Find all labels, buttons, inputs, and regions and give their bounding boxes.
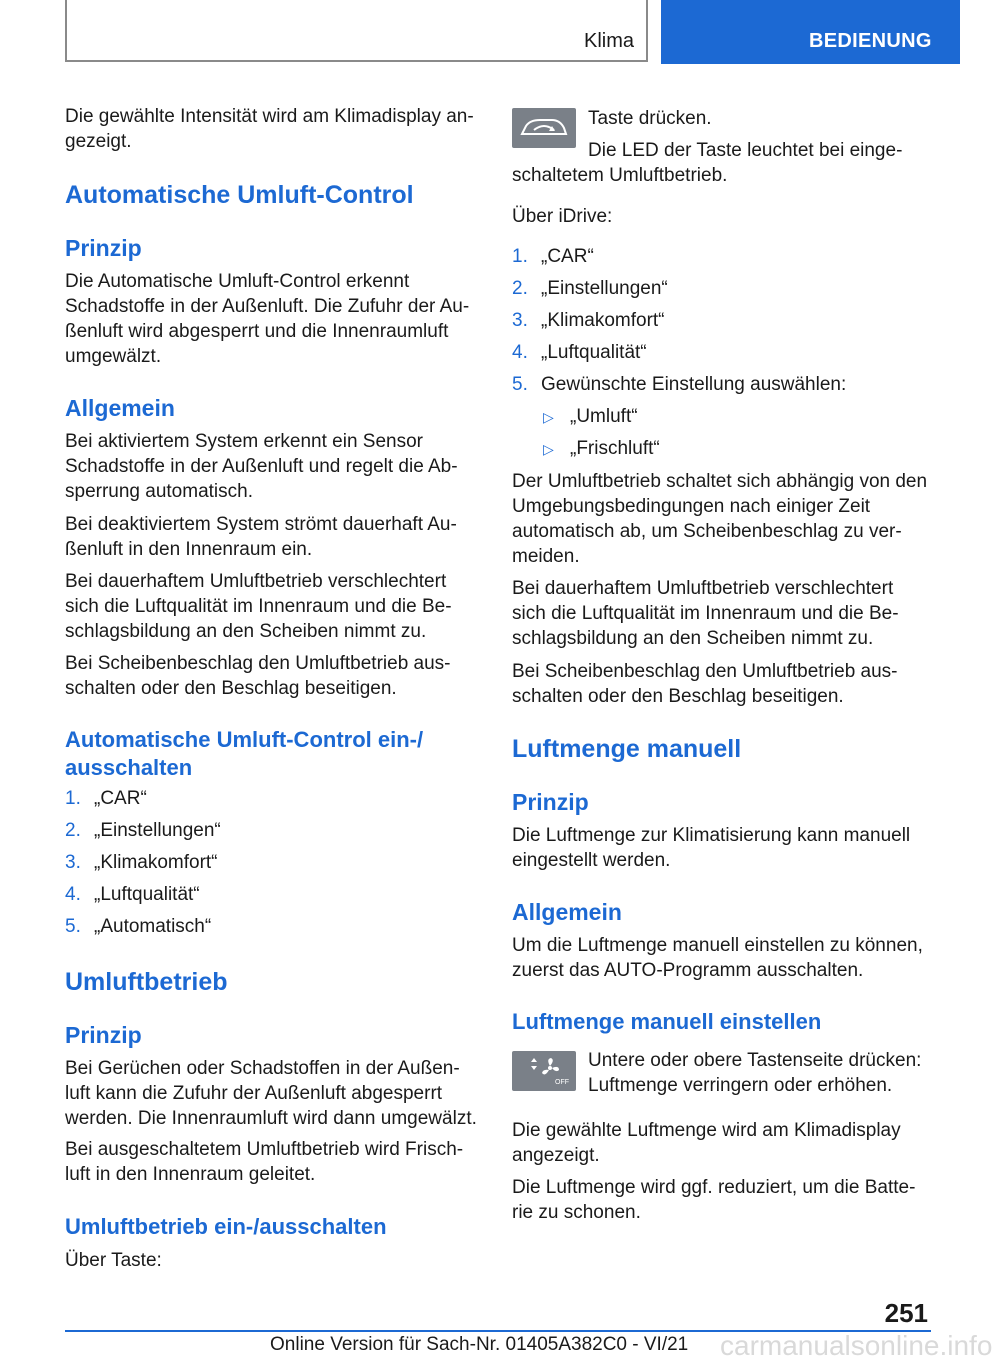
list-item xyxy=(65,882,481,914)
list-item xyxy=(512,340,930,372)
step-text: „Luftqualität“ xyxy=(94,884,200,905)
lm-set-heading: Luftmenge manuell einstellen xyxy=(512,1009,822,1034)
list-item xyxy=(512,372,930,404)
auc-allgemein-text-1: Bei aktiviertem System erkennt ein Sensor Schadstoffe in der Außenluft und regelt die Ab-sperrung automatisch. xyxy=(65,431,458,502)
header-section-tab xyxy=(65,0,648,62)
section-title: Klima xyxy=(583,30,634,52)
auc-allgemein-text-4: Bei Scheibenbeschlag den Umluftbetrieb aus-schalten oder den Beschlag beseitigen. xyxy=(65,653,451,699)
auc-allgemein-heading: Allgemein xyxy=(65,395,175,421)
lm-heading: Luftmenge manuell xyxy=(512,735,742,763)
auc-prinzip-text: Die Automatische Umluft-Control erkennt Schadstoffe in der Außenluft. Die Zufuhr der Au-ßenluft wird abgesperrt und die Innenraumluft umgewälzt. xyxy=(65,271,470,367)
list-item xyxy=(65,850,481,882)
idrive-steps-list xyxy=(512,244,930,468)
step-number: 4. xyxy=(65,884,81,905)
watermark: carmanualsonline.info xyxy=(720,1330,992,1361)
chapter-tab xyxy=(661,0,960,64)
air-quality-text: Bei dauerhaftem Umluftbetrieb verschlechtert sich die Luftqualität im Innenraum und die Be-schlagsbildung an den Scheiben nimmt zu. xyxy=(512,578,899,649)
step-text: „Automatisch“ xyxy=(94,916,212,937)
auc-onoff-heading: Automatische Umluft-Control ein-/ ausschalten xyxy=(65,727,424,780)
step-number: 2. xyxy=(65,820,81,841)
auc-allgemein-text-2: Bei deaktiviertem System strömt dauerhaft Au-ßenluft in den Innenraum ein. xyxy=(65,514,457,560)
ub-onoff-heading: Umluftbetrieb ein-/ausschalten xyxy=(65,1214,387,1239)
lm-prinzip-heading: Prinzip xyxy=(512,789,589,815)
chapter-title: BEDIENUNG xyxy=(809,30,932,52)
key1-text-2: Die LED der Taste leuchtet bei einge-schaltetem Umluftbetrieb. xyxy=(512,140,903,186)
page-number: 251 xyxy=(884,1298,928,1328)
ub-onoff-text: Über Taste: xyxy=(65,1250,162,1271)
step-text: „Einstellungen“ xyxy=(541,278,668,299)
step-number: 3. xyxy=(512,310,528,331)
bullet-triangle-icon: ▷ xyxy=(543,441,554,457)
lm-battery-text: Die Luftmenge wird ggf. reduziert, um die Batte-rie zu schonen. xyxy=(512,1177,916,1223)
step-text: Gewünschte Einstellung auswählen: xyxy=(541,374,847,395)
step-text: „Einstellungen“ xyxy=(94,820,221,841)
auc-steps-list xyxy=(65,786,481,946)
ub-prinzip-text-2: Bei ausgeschaltetem Umluftbetrieb wird Frisch-luft in den Innenraum geleitet. xyxy=(65,1139,464,1185)
step-text: „Klimakomfort“ xyxy=(94,852,218,873)
ub-heading: Umluftbetrieb xyxy=(65,968,228,996)
key2-text: Untere oder obere Tastenseite drücken: Luftmenge verringern oder erhöhen. xyxy=(588,1050,922,1096)
step-number: 2. xyxy=(512,278,528,299)
list-item xyxy=(65,914,481,946)
ub-prinzip-heading: Prinzip xyxy=(65,1022,142,1048)
lm-display-text: Die gewählte Luftmenge wird am Klimadisplay angezeigt. xyxy=(512,1120,901,1166)
lm-prinzip-text: Die Luftmenge zur Klimatisierung kann manuell eingestellt werden. xyxy=(512,825,911,871)
fan-off-label: OFF xyxy=(555,1079,569,1086)
list-item xyxy=(512,436,930,468)
lm-allgemein-text: Um die Luftmenge manuell einstellen zu können, zuerst das AUTO-Programm ausschalten. xyxy=(512,935,923,981)
step-number: 5. xyxy=(512,374,528,395)
step-number: 4. xyxy=(512,342,528,363)
step-number: 3. xyxy=(65,852,81,873)
footer-online-version: Online Version für Sach-Nr. 01405A382C0 - VI/21 xyxy=(270,1334,689,1355)
auc-prinzip-heading: Prinzip xyxy=(65,235,142,261)
ub-prinzip-text-1: Bei Gerüchen oder Schadstoffen in der Außen-luft kann die Zufuhr der Außenluft abgesperrt werden. Die Innenraumluft wird dann umgewälzt. xyxy=(65,1058,477,1129)
step-text: „CAR“ xyxy=(94,788,147,809)
step-text: „Klimakomfort“ xyxy=(541,310,665,331)
list-item xyxy=(65,818,481,850)
list-item xyxy=(512,308,930,340)
bullet-triangle-icon: ▷ xyxy=(543,409,554,425)
list-item xyxy=(65,786,481,818)
list-item xyxy=(512,276,930,308)
step-number: 1. xyxy=(65,788,81,809)
step-text: „Luftqualität“ xyxy=(541,342,647,363)
fogging-text: Bei Scheibenbeschlag den Umluftbetrieb aus-schalten oder den Beschlag beseitigen. xyxy=(512,661,898,707)
step-number: 1. xyxy=(512,246,528,267)
idrive-label: Über iDrive: xyxy=(512,206,613,227)
list-item xyxy=(512,404,930,436)
lm-allgemein-heading: Allgemein xyxy=(512,899,622,925)
auc-heading: Automatische Umluft-Control xyxy=(65,181,414,209)
step-text: „Umluft“ xyxy=(570,406,638,427)
step-number: 5. xyxy=(65,916,81,937)
list-item xyxy=(512,244,930,276)
intro-text: Die gewählte Intensität wird am Klimadisplay an-gezeigt. xyxy=(65,106,474,152)
step-text: „Frischluft“ xyxy=(570,438,660,459)
auto-off-text: Der Umluftbetrieb schaltet sich abhängig von den Umgebungsbedingungen nach einiger Zeit automatisch ab, um Scheibenbeschlag zu ver-meiden. xyxy=(512,471,928,567)
key1-text-1: Taste drücken. xyxy=(588,108,712,129)
step-text: „CAR“ xyxy=(541,246,594,267)
auc-allgemein-text-3: Bei dauerhaftem Umluftbetrieb verschlechtert sich die Luftqualität im Innenraum und die Be-schlagsbildung an den Scheiben nimmt zu. xyxy=(65,571,452,642)
fan-speed-key-icon xyxy=(512,1051,576,1091)
